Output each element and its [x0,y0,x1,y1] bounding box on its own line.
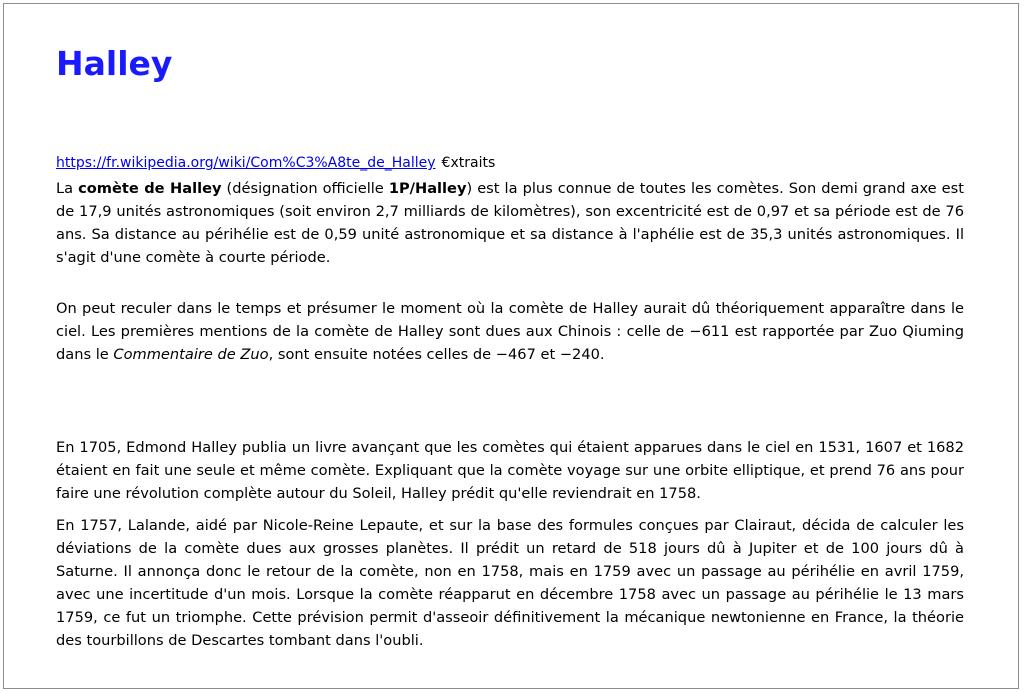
paragraph-history [56,297,964,366]
paragraph-halley-1705: En 1705, Edmond Halley publia un livre avançant que les comètes qui étaient apparues dans le ciel en 1531, 1607 et 1682 étaient en fait une seule et même comète. Expliquant que la comète voyage sur une orbite elliptique, et prend 76 ans pour faire une révolution complète autour du Soleil, Halley prédit qu'elle reviendrait en 1758. [56,439,964,502]
text-run: On peut reculer dans le temps et présumer le moment où la comète de Halley aurait dû théoriquement apparaître dans le ciel. Les premières mentions de la comète de Halley sont dues aux Chinois : celle de −611 est rapportée par Zuo Qiuming dans le [56,300,964,363]
page-title: Halley [56,44,173,83]
source-link[interactable]: https://fr.wikipedia.org/wiki/Com%C3%A8te_de_Halley [56,155,436,171]
text-run: ) est la plus connue de toutes les comètes. Son demi grand axe est de 17,9 unités astronomiques (soit environ 2,7 milliards de kilomètres), son excentricité est de 0,97 et sa période est de 76 ans. Sa distance au périhélie est de 0,59 unité astronomique et sa distance à l'aphélie est de 35,3 unités astronomiques. Il s'agit d'une comète à courte période. [56,180,964,266]
bold-term: 1P/Halley [388,180,467,197]
text-run: La [56,180,79,197]
paragraph-lalande-1757: En 1757, Lalande, aidé par Nicole-Reine Lepaute, et sur la base des formules conçues par Clairaut, décida de calculer les déviations de la comète dues aux grosses planètes. Il prédit un retard de 518 jours dû à Jupiter et de 100 jours dû à Saturne. Il annonça donc le retour de la comète, non en 1758, mais en 1759 avec un passage au périhélie en avril 1759, avec une incertitude d'un mois. Lorsque la comète réapparut en décembre 1758 avec un passage au périhélie le 13 mars 1759, ce fut un triomphe. Cette prévision permit d'asseoir définitivement la mécanique newtonienne en France, la théorie des tourbillons de Descartes tombant dans l'oubli. [56,517,964,649]
text-run: , sont ensuite notées celles de −467 et −240. [268,346,605,363]
paragraph-intro [56,177,964,269]
text-run: (désignation officielle [221,180,389,197]
source-extra-label: €xtraits [441,155,496,171]
italic-title: Commentaire de Zuo [113,346,269,363]
document-page [3,3,1019,689]
bold-term: comète de Halley [78,180,222,197]
source-line [56,154,495,172]
